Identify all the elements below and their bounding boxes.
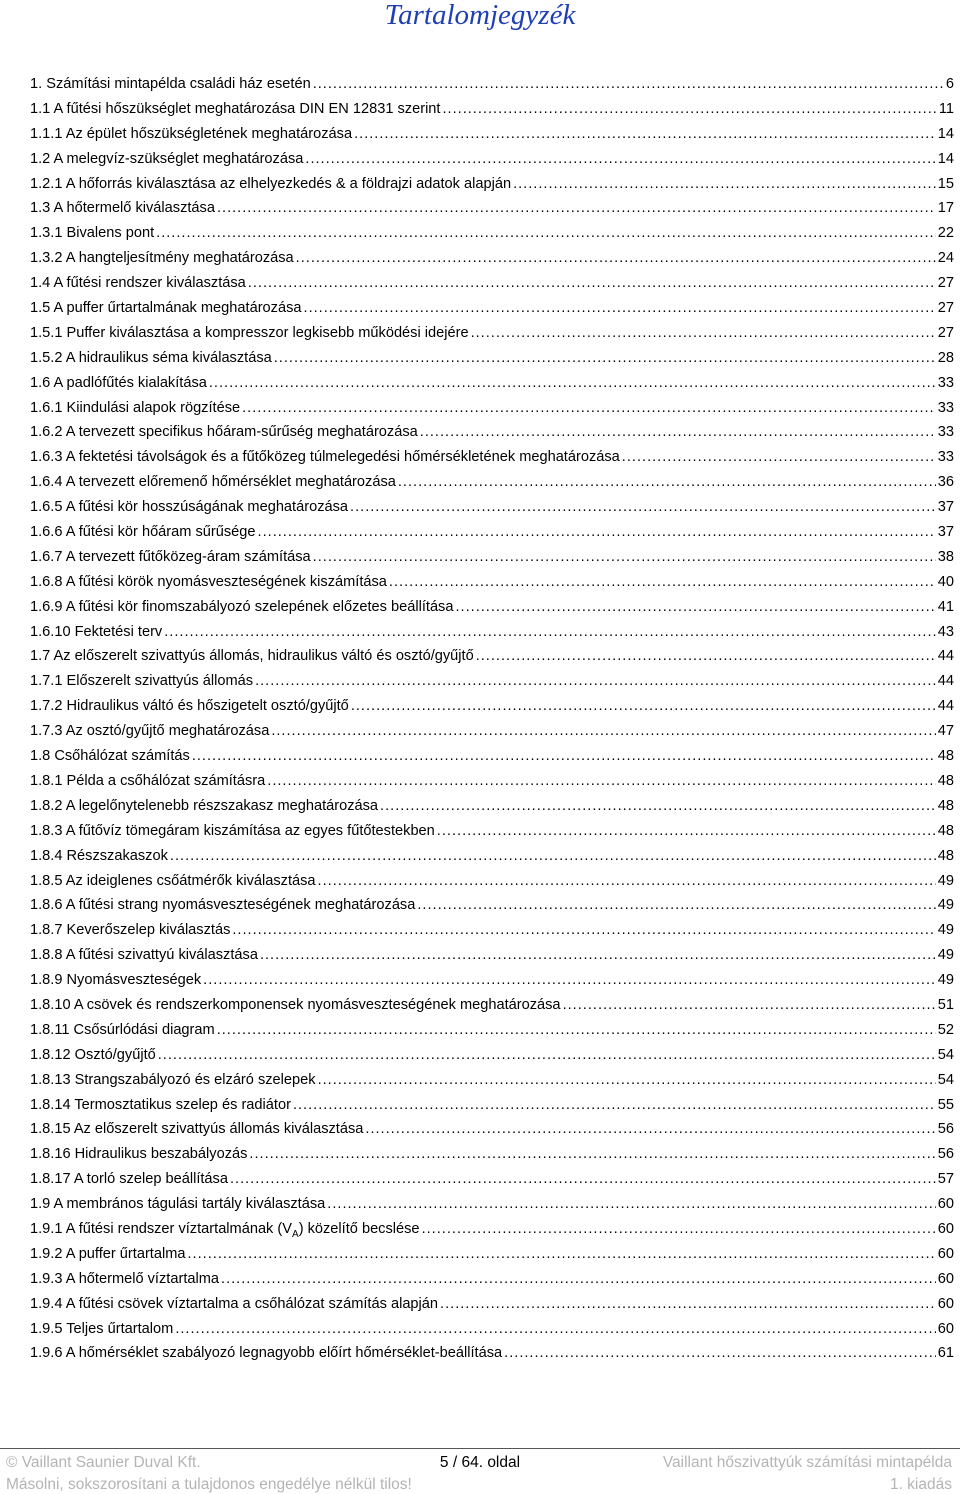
toc-dot-leader [398, 474, 936, 490]
toc-entry[interactable] [30, 997, 954, 1022]
toc-entry-page: 37 [937, 499, 954, 516]
toc-entry-page: 56 [937, 1121, 954, 1138]
toc-entry[interactable] [30, 599, 954, 624]
toc-entry-page: 49 [937, 947, 954, 964]
toc-entry-label: 1.8.13 Strangszabályozó és elzáró szelepek [30, 1071, 316, 1088]
toc-entry[interactable] [30, 325, 954, 350]
toc-dot-leader [255, 673, 936, 689]
toc-entry-page: 48 [937, 847, 954, 864]
toc-entry-page: 60 [937, 1320, 954, 1337]
toc-entry-page: 54 [937, 1046, 954, 1063]
toc-entry-page: 48 [937, 822, 954, 839]
toc-entry[interactable] [30, 1321, 954, 1346]
toc-entry[interactable] [30, 1271, 954, 1296]
toc-entry-label: 1.8.5 Az ideiglenes csőátmérők kiválasztása [30, 872, 316, 889]
footer-copyright: © Vaillant Saunier Duval Kft. [6, 1454, 201, 1471]
toc-entry[interactable] [30, 773, 954, 798]
toc-dot-leader [221, 1271, 936, 1287]
toc-entry-page: 6 [945, 76, 954, 92]
toc-entry[interactable] [30, 748, 954, 773]
toc-entry-page: 52 [937, 1021, 954, 1038]
toc-entry-label: 1.8.11 Csősúrlódási diagram [30, 1021, 215, 1038]
toc-entry[interactable] [30, 101, 954, 126]
toc-entry-label: 1.5 A puffer űrtartalmának meghatározása [30, 300, 302, 317]
toc-dot-leader [170, 848, 936, 864]
toc-entry-label: 1.8.9 Nyomásveszteségek [30, 972, 202, 989]
toc-entry-label: 1.7.3 Az osztó/gyűjtő meghatározása [30, 723, 270, 740]
toc-dot-leader [563, 997, 936, 1013]
toc-entry-label: 1.8.10 A csövek és rendszerkomponensek nyomásveszteségének meghatározása [30, 996, 561, 1013]
toc-entry-label: 1.6.1 Kiindulási alapok rögzítése [30, 399, 241, 416]
toc-entry[interactable] [30, 424, 954, 449]
toc-entry-page: 49 [937, 972, 954, 989]
toc-entry-page: 40 [937, 573, 954, 590]
toc-entry-page: 60 [937, 1220, 954, 1237]
toc-entry-page: 11 [938, 100, 954, 117]
toc-entry[interactable] [30, 400, 954, 425]
toc-entry-label: 1. Számítási mintapélda családi ház esetén [30, 76, 311, 92]
toc-entry-label: 1.6 A padlófűtés kialakítása [30, 374, 207, 391]
toc-entry-label: 1.3 A hőtermelő kiválasztása [30, 200, 215, 217]
toc-entry-label: 1.8.7 Keverőszelep kiválasztás [30, 922, 231, 939]
toc-entry[interactable] [30, 449, 954, 474]
toc-entry-page: 44 [937, 698, 954, 715]
toc-entry-label: 1.8.16 Hidraulikus beszabályozás [30, 1146, 248, 1163]
toc-entry-page: 27 [937, 324, 954, 341]
toc-entry-label: 1.7.2 Hidraulikus váltó és hőszigetelt osztó/gyűjtő [30, 698, 349, 715]
toc-entry-label: 1.4 A fűtési rendszer kiválasztása [30, 275, 246, 292]
toc-entry[interactable] [30, 1097, 954, 1122]
toc-entry[interactable] [30, 624, 954, 649]
toc-entry-label: 1.6.9 A fűtési kör finomszabályozó szelepének előzetes beállítása [30, 598, 454, 615]
page-title: Tartalomjegyzék [384, 0, 576, 31]
toc-entry-label: 1.8.4 Részszakaszok [30, 847, 168, 864]
toc-entry-page: 43 [937, 623, 954, 640]
toc-dot-leader [318, 1072, 936, 1088]
toc-entry[interactable] [30, 225, 954, 250]
toc-dot-leader [417, 897, 935, 913]
toc-entry-label: 1.8.14 Termosztatikus szelep és radiátor [30, 1096, 291, 1113]
toc-entry-label: 1.8.3 A fűtővíz tömegáram kiszámítása az egyes fűtőtestekben [30, 822, 435, 839]
footer-edition: 1. kiadás [889, 1476, 952, 1493]
toc-entry[interactable] [30, 1022, 954, 1047]
toc-entry-page: 48 [937, 748, 954, 765]
toc-dot-leader [217, 200, 936, 216]
toc-dot-leader [420, 424, 936, 440]
toc-dot-leader [476, 648, 936, 664]
toc-dot-leader [164, 624, 936, 640]
toc-dot-leader [232, 922, 935, 938]
toc-dot-leader [471, 325, 936, 341]
toc-entry-page: 36 [937, 474, 954, 491]
toc-entry[interactable] [30, 499, 954, 524]
toc-entry-label: 1.9.6 A hőmérséklet szabályozó legnagyobb előírt hőmérséklet-beállítása [30, 1345, 503, 1362]
toc-entry-page: 51 [937, 996, 954, 1013]
toc-dot-leader [622, 449, 936, 465]
toc-entry[interactable] [30, 897, 954, 922]
toc-entry-page: 60 [937, 1295, 954, 1312]
toc-dot-leader [351, 698, 936, 714]
toc-entry-page: 27 [937, 275, 954, 292]
toc-entry-label: 1.1.1 Az épület hőszükségletének meghatározása [30, 125, 353, 142]
toc-entry-page: 33 [937, 374, 954, 391]
toc-entry[interactable] [30, 648, 954, 673]
toc-entry-page: 60 [937, 1270, 954, 1287]
toc-dot-leader [249, 1146, 935, 1162]
toc-entry-page: 57 [937, 1171, 954, 1188]
toc-entry-page: 41 [937, 598, 954, 615]
toc-entry-label: 1.9.1 A fűtési rendszer víztartalmának $(V_A)$ közelítő becslése [30, 1220, 420, 1240]
toc-entry[interactable] [30, 474, 954, 499]
toc-entry[interactable] [30, 1296, 954, 1321]
toc-dot-leader [271, 723, 935, 739]
toc-entry-page: 14 [937, 125, 954, 142]
toc-entry-page: 54 [937, 1071, 954, 1088]
toc-entry-label: 1.2 A melegvíz-szükséglet meghatározása [30, 150, 304, 167]
toc-entry[interactable] [30, 1146, 954, 1171]
toc-entry-label: 1.9.4 A fűtési csövek víztartalma a csőhálózat számítás alapján [30, 1295, 439, 1312]
toc-entry-label: 1.9.3 A hőtermelő víztartalma [30, 1270, 220, 1287]
toc-dot-leader [248, 275, 936, 291]
toc-entry-label: 1.5.2 A hidraulikus séma kiválasztása [30, 349, 272, 366]
toc-entry[interactable] [30, 300, 954, 325]
toc-dot-leader [354, 126, 936, 142]
toc-entry[interactable] [30, 972, 954, 997]
toc-entry-label: 1.6.4 A tervezett előremenő hőmérséklet meghatározása [30, 474, 396, 491]
footer-copy-notice: Másolni, sokszorosítani a tulajdonos engedélye nélkül tilos! [6, 1476, 412, 1493]
toc-entry-label: 1.8.8 A fűtési szivattyú kiválasztása [30, 947, 258, 964]
toc-entry-label: 1.9.2 A puffer űrtartalma [30, 1245, 186, 1262]
toc-entry-page: 49 [937, 897, 954, 914]
toc-dot-leader [313, 549, 936, 565]
toc-entry[interactable] [30, 1121, 954, 1146]
toc-entry-label: 1.3.1 Bivalens pont [30, 225, 155, 242]
toc-entry-page: 33 [937, 424, 954, 441]
table-of-contents [30, 76, 954, 1370]
toc-dot-leader [504, 1345, 936, 1361]
toc-dot-leader [188, 1246, 936, 1262]
toc-dot-leader [260, 947, 936, 963]
toc-entry-page: 60 [937, 1196, 954, 1213]
toc-entry[interactable] [30, 698, 954, 723]
toc-entry-label: 1.7 Az előszerelt szivattyús állomás, hidraulikus váltó és osztó/gyűjtő [30, 648, 474, 665]
toc-entry[interactable] [30, 922, 954, 947]
toc-entry[interactable] [30, 1196, 954, 1221]
toc-entry-label: 1.8.17 A torló szelep beállítása [30, 1171, 228, 1188]
toc-dot-leader [209, 375, 936, 391]
toc-entry-label: 1.1 A fűtési hőszükséglet meghatározása DIN EN 12831 szerint [30, 100, 441, 117]
toc-dot-leader [217, 1022, 936, 1038]
toc-entry[interactable] [30, 1072, 954, 1097]
toc-entry-page: 27 [937, 300, 954, 317]
toc-entry-label: 1.8 Csőhálózat számítás [30, 748, 190, 765]
toc-entry-page: 60 [937, 1245, 954, 1262]
toc-entry-page: 48 [937, 797, 954, 814]
toc-dot-leader [513, 176, 936, 192]
toc-dot-leader [274, 350, 936, 366]
toc-dot-leader [258, 524, 936, 540]
toc-entry[interactable] [30, 151, 954, 176]
toc-entry-label: 1.6.10 Fektetési terv [30, 623, 163, 640]
toc-entry-page: 61 [937, 1345, 954, 1362]
toc-entry-page: 33 [937, 399, 954, 416]
toc-dot-leader [267, 773, 936, 789]
toc-dot-leader [158, 1047, 936, 1063]
toc-entry[interactable] [30, 823, 954, 848]
toc-dot-leader [442, 101, 936, 117]
toc-entry-page: 17 [937, 200, 954, 217]
toc-dot-leader [305, 151, 935, 167]
toc-entry[interactable] [30, 250, 954, 275]
toc-dot-leader [192, 748, 936, 764]
toc-dot-leader [437, 823, 936, 839]
toc-entry-label: 1.6.6 A fűtési kör hőáram sűrűsége [30, 524, 256, 541]
toc-entry[interactable] [30, 798, 954, 823]
toc-entry[interactable] [30, 200, 954, 225]
toc-dot-leader [389, 574, 936, 590]
toc-entry[interactable] [30, 524, 954, 549]
toc-entry-label: 1.8.6 A fűtési strang nyomásveszteségének meghatározása [30, 897, 416, 914]
toc-entry[interactable] [30, 126, 954, 151]
toc-entry-page: 33 [937, 449, 954, 466]
toc-entry-page: 38 [937, 548, 954, 565]
toc-entry-page: 14 [937, 150, 954, 167]
toc-dot-leader [327, 1196, 935, 1212]
footer-document-title: Vaillant hőszivattyúk számítási mintapélda [662, 1454, 952, 1471]
toc-entry-page: 48 [937, 772, 954, 789]
toc-entry-label: 1.7.1 Előszerelt szivattyús állomás [30, 673, 254, 690]
toc-entry[interactable] [30, 574, 954, 599]
toc-entry[interactable] [30, 1221, 954, 1246]
toc-dot-leader [203, 972, 936, 988]
toc-entry-label: 1.8.2 A legelőnytelenebb részszakasz meghatározása [30, 797, 379, 814]
toc-entry[interactable] [30, 1246, 954, 1271]
toc-dot-leader [156, 225, 936, 241]
toc-entry[interactable] [30, 873, 954, 898]
toc-dot-leader [230, 1171, 936, 1187]
toc-entry-page: 47 [937, 723, 954, 740]
toc-entry[interactable] [30, 673, 954, 698]
toc-dot-leader [293, 1097, 936, 1113]
toc-entry-page: 22 [937, 225, 954, 242]
toc-entry[interactable] [30, 350, 954, 375]
toc-dot-leader [313, 76, 944, 92]
toc-entry-page: 56 [937, 1146, 954, 1163]
toc-entry[interactable] [30, 1171, 954, 1196]
toc-entry[interactable] [30, 947, 954, 972]
toc-dot-leader [380, 798, 936, 814]
toc-dot-leader [422, 1221, 936, 1237]
toc-entry-label: 1.6.7 A tervezett fűtőközeg-áram számítása [30, 548, 311, 565]
toc-dot-leader [440, 1296, 936, 1312]
toc-entry[interactable] [30, 375, 954, 400]
toc-entry-page: 49 [937, 922, 954, 939]
toc-entry[interactable] [30, 176, 954, 201]
footer-page-number: 5 / 64. oldal [439, 1454, 521, 1471]
toc-entry[interactable] [30, 1047, 954, 1072]
toc-entry-label: 1.9 A membrános tágulási tartály kiválasztása [30, 1196, 326, 1213]
toc-entry[interactable] [30, 1345, 954, 1370]
toc-entry-label: 1.6.5 A fűtési kör hosszúságának meghatározása [30, 499, 349, 516]
toc-entry[interactable] [30, 723, 954, 748]
toc-dot-leader [350, 499, 936, 515]
toc-dot-leader [304, 300, 936, 316]
toc-entry-page: 37 [937, 524, 954, 541]
toc-entry-page: 28 [937, 349, 954, 366]
toc-entry[interactable] [30, 848, 954, 873]
toc-entry[interactable] [30, 275, 954, 300]
toc-entry-page: 24 [937, 250, 954, 267]
toc-entry-label: 1.6.8 A fűtési körök nyomásveszteségének kiszámítása [30, 573, 387, 590]
toc-entry-page: 49 [937, 872, 954, 889]
toc-entry-label: 1.3.2 A hangteljesítmény meghatározása [30, 250, 294, 267]
footer-divider [0, 1448, 960, 1449]
toc-entry-label: 1.8.12 Osztó/gyűjtő [30, 1046, 156, 1063]
toc-entry-subscript: A [292, 1228, 299, 1240]
toc-entry-page: 44 [937, 673, 954, 690]
toc-entry[interactable] [30, 76, 954, 101]
toc-dot-leader [296, 250, 936, 266]
toc-entry[interactable] [30, 549, 954, 574]
toc-entry-page: 55 [937, 1096, 954, 1113]
toc-entry-page: 44 [937, 648, 954, 665]
toc-entry-label: 1.9.5 Teljes űrtartalom [30, 1320, 174, 1337]
toc-entry-label: 1.2.1 A hőforrás kiválasztása az elhelyezkedés & a földrajzi adatok alapján [30, 175, 512, 192]
toc-entry-label: 1.6.2 A tervezett specifikus hőáram-sűrűség meghatározása [30, 424, 418, 441]
toc-dot-leader [365, 1121, 935, 1137]
toc-dot-leader [242, 400, 936, 416]
toc-entry-label: 1.6.3 A fektetési távolságok és a fűtőközeg túlmelegedési hőmérsékletének meghatározása [30, 449, 620, 466]
toc-entry-label: 1.8.1 Példa a csőhálózat számításra [30, 772, 266, 789]
toc-dot-leader [175, 1321, 935, 1337]
toc-entry-page: 15 [937, 175, 954, 192]
toc-entry-label: 1.8.15 Az előszerelt szivattyús állomás kiválasztása [30, 1121, 364, 1138]
toc-entry-label: 1.5.1 Puffer kiválasztása a kompresszor legkisebb működési idejére [30, 324, 469, 341]
toc-dot-leader [455, 599, 935, 615]
toc-dot-leader [318, 873, 936, 889]
